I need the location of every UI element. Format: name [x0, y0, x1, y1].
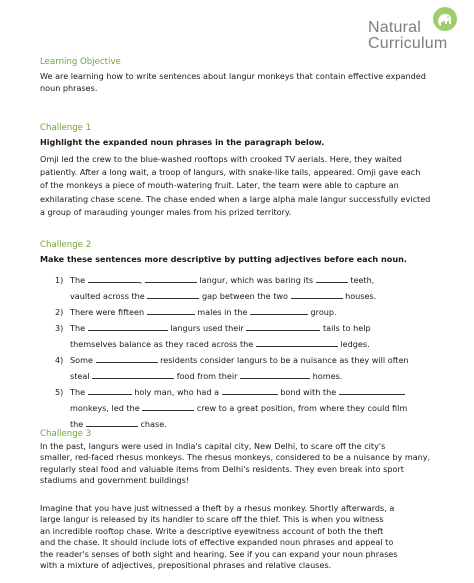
- sentence-text: There were fifteen: [70, 307, 145, 317]
- sentence-text: homes.: [312, 371, 343, 381]
- sentence-text: teeth,: [350, 275, 375, 285]
- sentence-text: The: [70, 323, 86, 333]
- sentence-text: crew to a great position, from where they could film: [196, 403, 408, 413]
- answer-blank[interactable]: [246, 322, 320, 331]
- sentence-text: holy man, who had a: [134, 387, 220, 397]
- item-number: 1): [55, 275, 64, 285]
- paragraph-line: a group of marauding younger males from his prized territory.: [40, 206, 292, 217]
- sentence-text: group.: [310, 307, 337, 317]
- answer-blank[interactable]: [88, 274, 140, 283]
- challenge-1-heading: Challenge 1: [40, 123, 92, 133]
- paragraph-line: exhilarating chase scene. The chase ended when a large alpha male langur successfully evicted: [40, 193, 431, 204]
- challenge-1-instruction: Highlight the expanded noun phrases in the paragraph below.: [40, 137, 325, 147]
- item-number: 3): [55, 323, 64, 333]
- sentence-text: gap between the two: [201, 291, 288, 301]
- answer-blank[interactable]: [222, 386, 278, 395]
- answer-blank[interactable]: [339, 386, 405, 395]
- answer-blank[interactable]: [316, 274, 348, 283]
- sentence-item-2: [55, 304, 445, 320]
- challenge-3-paragraph-1: [40, 441, 444, 487]
- answer-blank[interactable]: [86, 418, 138, 427]
- learning-objective-text: [40, 70, 444, 94]
- learning-objective-line: We are learning how to write sentences about langur monkeys that contain effective expanded: [40, 71, 426, 81]
- challenge-2-heading: Challenge 2: [40, 240, 92, 250]
- item-number: 4): [55, 355, 64, 365]
- paragraph-line: the reader's senses of both sight and hearing. See if you can expand your noun phrases: [40, 548, 398, 559]
- sentence-text: the: [70, 419, 84, 429]
- sentence-text: bond with the: [280, 387, 337, 397]
- paragraph-line: large langur is released by its handler to scare off the thief. This is when you witness: [40, 514, 384, 525]
- sentence-text: themselves balance as they raced across the: [70, 339, 254, 349]
- sentence-text: The: [70, 387, 86, 397]
- logo-line-2: Curriculum: [368, 35, 448, 52]
- item-number: 2): [55, 307, 64, 317]
- paragraph-line: regularly steal food and valuable items from Delhi's residents. They even break into sport: [40, 463, 404, 474]
- challenge-3-heading: Challenge 3: [40, 429, 92, 439]
- answer-blank[interactable]: [250, 306, 308, 315]
- logo-line-1: Natural: [368, 19, 421, 36]
- sentence-text: langurs used their: [170, 323, 244, 333]
- paragraph-line: stadiums and government buildings!: [40, 475, 190, 486]
- sentence-text: monkeys, led the: [70, 403, 140, 413]
- sentence-text: vaulted across the: [70, 291, 145, 301]
- paragraph-line: of the monkeys a piece of mouth-watering fruit. Later, the team were able to capture an: [40, 180, 399, 191]
- answer-blank[interactable]: [96, 354, 158, 363]
- answer-blank[interactable]: [147, 306, 195, 315]
- learning-objective-heading: Learning Objective: [40, 57, 121, 67]
- challenge-2-instruction: Make these sentences more descriptive by putting adjectives before each noun.: [40, 254, 407, 264]
- sentence-text: The: [70, 275, 86, 285]
- paragraph-line: patiently. After a long wait, a troop of langurs, with snake-like tails, appeared. Omji gave each: [40, 167, 421, 178]
- answer-blank[interactable]: [142, 402, 194, 411]
- answer-blank[interactable]: [256, 338, 338, 347]
- challenge-1-paragraph: [40, 153, 444, 219]
- paragraph-line: Omji led the crew to the blue-washed rooftops with crooked TV aerials. Here, they waited: [40, 154, 402, 164]
- paragraph-line: with a mixture of adjectives, prepositional phrases and relative clauses.: [40, 560, 332, 571]
- sentence-item-5: [55, 384, 445, 432]
- item-number: 5): [55, 387, 64, 397]
- elephant-in-circle-icon: [430, 4, 460, 34]
- paragraph-line: and the chase. It should include lots of effective expanded noun phrases and appeal to: [40, 537, 394, 548]
- sentence-text: ledges.: [340, 339, 370, 349]
- sentence-item-1: [55, 272, 445, 304]
- sentence-text: chase.: [140, 419, 167, 429]
- sentence-text: ,: [139, 275, 143, 285]
- sentence-text: food from their: [176, 371, 238, 381]
- answer-blank[interactable]: [88, 386, 132, 395]
- sentence-text: Some: [70, 355, 93, 365]
- sentence-text: houses.: [345, 291, 377, 301]
- paragraph-line: Imagine that you have just witnessed a theft by a rhesus monkey. Shortly afterwards, a: [40, 503, 395, 513]
- sentence-item-4: [55, 352, 445, 384]
- sentence-text: steal: [70, 371, 90, 381]
- sentence-text: residents consider langurs to be a nuisance as they will often: [160, 355, 409, 365]
- learning-objective-line: noun phrases.: [40, 83, 98, 93]
- answer-blank[interactable]: [291, 290, 343, 299]
- natural-curriculum-logo: [368, 4, 468, 54]
- answer-blank[interactable]: [145, 274, 197, 283]
- answer-blank[interactable]: [240, 370, 310, 379]
- paragraph-line: smaller, red-faced rhesus monkeys. The rhesus monkeys, considered to be a nuisance by many,: [40, 452, 431, 463]
- paragraph-line: an incredible rooftop chase. Write a descriptive eyewitness account of both the theft: [40, 525, 384, 536]
- sentence-item-3: [55, 320, 445, 352]
- answer-blank[interactable]: [92, 370, 174, 379]
- sentence-text: males in the: [197, 307, 248, 317]
- answer-blank[interactable]: [88, 322, 168, 331]
- sentence-text: tails to help: [323, 323, 371, 333]
- sentence-text: langur, which was baring its: [199, 275, 314, 285]
- answer-blank[interactable]: [147, 290, 199, 299]
- paragraph-line: In the past, langurs were used in India's capital city, New Delhi, to scare off the city's: [40, 441, 386, 451]
- challenge-3-paragraph-2: [40, 503, 444, 571]
